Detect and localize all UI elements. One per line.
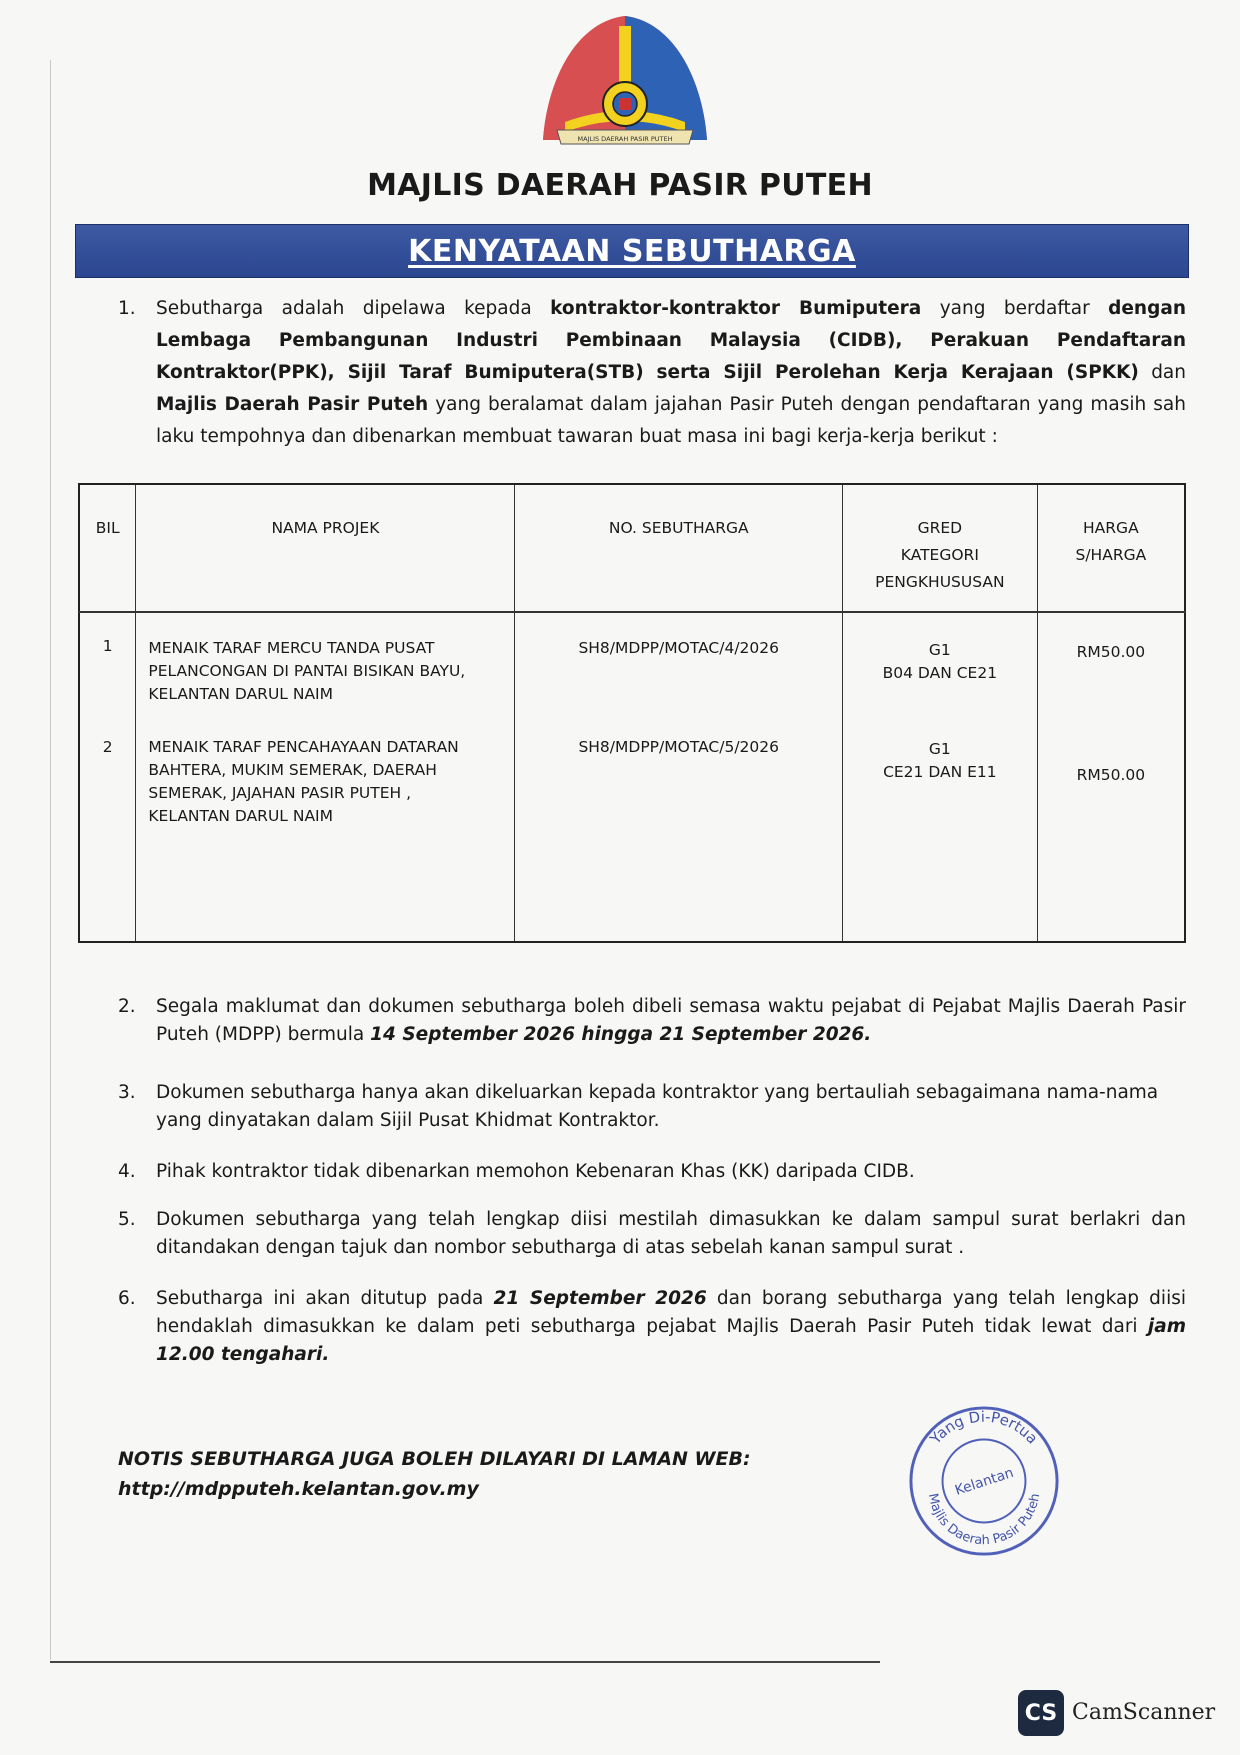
paragraph-text [156,1206,1186,1262]
bold-italic-run: jam 12.00 tengahari. [156,1316,1186,1365]
paragraph-4 [118,1158,1186,1192]
svg-text:Yang Di-Pertua [926,1409,1040,1449]
cell-bil: 2 [79,722,136,942]
web-notice [118,1444,751,1504]
paragraph-text [156,1158,1186,1186]
cell-gred: G1 B04 DAN CE21 [842,612,1037,722]
text-run: Segala maklumat dan dokumen sebutharga boleh dibeli semasa waktu pejabat di Pejabat Majlis Daerah Pasir Puteh (MDPP) bermula [156,996,1186,1045]
stamp-center-text: Kelantan [953,1464,1016,1499]
cell-gred: G1 CE21 DAN E11 [842,722,1037,942]
text-run: dan [1138,362,1186,383]
page-edge [50,60,51,1660]
text-run: Dokumen sebutharga yang telah lengkap diisi mestilah dimasukkan ke dalam sampul surat berlakri dan ditandakan dengan tajuk dan nombor sebutharga di atas sebelah kanan sampul surat . [156,1209,1186,1258]
project-table [78,483,1186,943]
page-bottom-rule [50,1661,880,1663]
table-row [79,612,1185,722]
camscanner-badge: CS [1024,1700,1058,1726]
paragraph-number: 6. [118,1288,136,1309]
header-bil: BIL [79,484,136,612]
title-banner [75,224,1189,278]
bold-run: dengan Lembaga Pembangunan Industri Pembinaan Malaysia (CIDB), Perakuan Pendaftaran Kontraktor(PPK), Sijil Taraf Bumiputera(STB) serta Sijil Perolehan Kerja Kerajaan (SPKK) [156,298,1186,383]
stamp-top-text: Yang Di-Pertua [927,1408,1041,1448]
stamp-bottom-text: Majlis Daerah Pasir Puteh [924,1492,1044,1549]
bold-italic-run: 14 September 2026 hingga 21 September 2026. [370,1024,872,1045]
table-header-row [79,484,1185,612]
paragraph-number: 1. [118,298,136,319]
text-run: dan borang sebutharga yang telah lengkap diisi hendaklah dimasukkan ke dalam peti sebutharga pejabat Majlis Daerah Pasir Puteh tidak lewat dari [156,1288,1186,1337]
header-harga: HARGA S/HARGA [1037,484,1185,612]
logo-text: MAJLIS DAERAH PASIR PUTEH [577,135,673,143]
paragraph-3 [118,1079,1186,1139]
cell-bil: 1 [79,612,136,722]
website-link[interactable]: http://mdpputeh.kelantan.gov.my [118,1478,479,1500]
paragraph-2 [118,993,1186,1059]
text-run: Sebutharga ini akan ditutup pada [156,1288,494,1309]
paragraph-text [156,1285,1186,1369]
table-row [79,722,1185,942]
paragraph-text [156,1079,1186,1135]
paragraph-number: 3. [118,1082,136,1103]
bold-italic-run: 21 September 2026 [493,1288,707,1309]
paragraph-5 [118,1206,1186,1266]
council-logo [535,12,715,162]
paragraph-text [156,993,1186,1049]
official-stamp [905,1402,1063,1560]
header-gred: GRED KATEGORI PENGKHUSUSAN [842,484,1037,612]
paragraph-number: 5. [118,1209,136,1230]
paragraph-1 [118,293,1186,463]
camscanner-logo [1018,1690,1064,1736]
paragraph-number: 2. [118,996,136,1017]
cell-nama-projek: MENAIK TARAF PENCAHAYAAN DATARAN BAHTERA, MUKIM SEMERAK, DAERAH SEMERAK, JAJAHAN PASIR PUTEH , KELANTAN DARUL NAIM [136,722,515,942]
bold-run: Majlis Daerah Pasir Puteh [156,394,429,415]
camscanner-watermark: CamScanner [1072,1700,1216,1725]
header-nama-projek: NAMA PROJEK [136,484,515,612]
cell-harga: RM50.00 [1037,612,1185,722]
text-run: Sebutharga adalah dipelawa kepada [156,298,551,319]
organization-name: MAJLIS DAERAH PASIR PUTEH [367,168,873,203]
web-notice-text: NOTIS SEBUTHARGA JUGA BOLEH DILAYARI DI LAMAN WEB: [118,1448,751,1470]
document-title: KENYATAAN SEBUTHARGA [408,233,856,269]
paragraph-text [156,293,1186,453]
cell-no-sebutharga: SH8/MDPP/MOTAC/4/2026 [515,612,843,722]
paragraph-6 [118,1285,1186,1375]
cell-harga: RM50.00 [1037,722,1185,942]
text-run: yang beralamat dalam jajahan Pasir Puteh dengan pendaftaran yang masih sah laku tempohnya dan dibenarkan membuat tawaran buat masa ini bagi kerja-kerja berikut : [156,394,1186,447]
text-run: yang berdaftar [921,298,1109,319]
paragraph-number: 4. [118,1161,136,1182]
text-run: Pihak kontraktor tidak dibenarkan memohon Kebenaran Khas (KK) daripada CIDB. [156,1161,915,1182]
cell-no-sebutharga: SH8/MDPP/MOTAC/5/2026 [515,722,843,942]
text-run: Dokumen sebutharga hanya akan dikeluarkan kepada kontraktor yang bertauliah sebagaimana nama-nama yang dinyatakan dalam Sijil Pusat Khidmat Kontraktor. [156,1082,1159,1131]
header-no-sebutharga: NO. SEBUTHARGA [515,484,843,612]
bold-run: kontraktor-kontraktor Bumiputera [550,298,922,319]
cell-nama-projek: MENAIK TARAF MERCU TANDA PUSAT PELANCONGAN DI PANTAI BISIKAN BAYU, KELANTAN DARUL NAIM [136,612,515,722]
